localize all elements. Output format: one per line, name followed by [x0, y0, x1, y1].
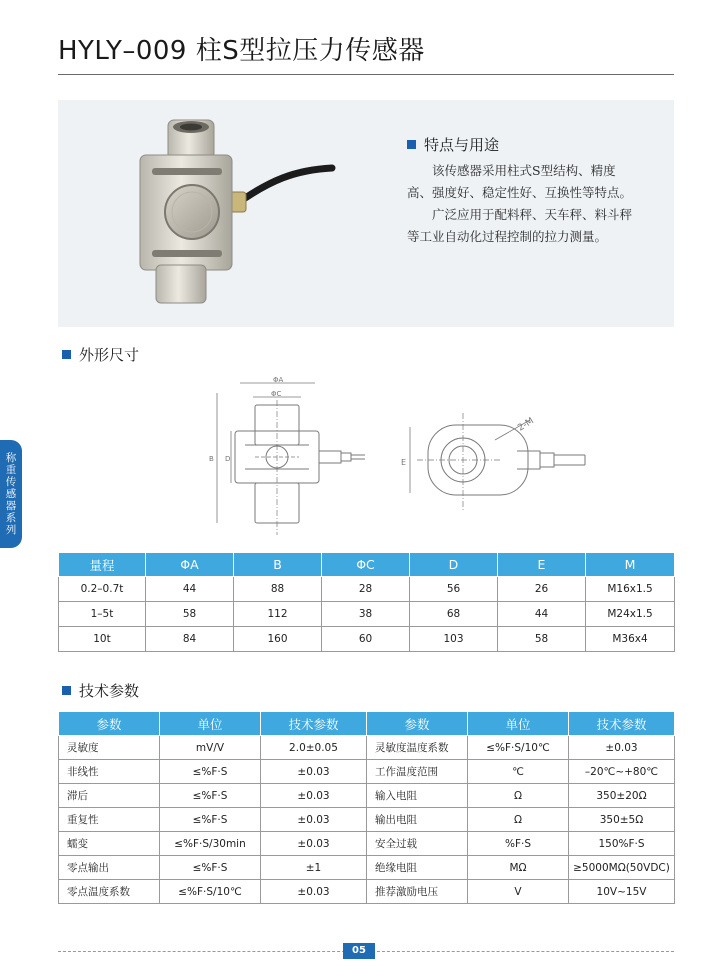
label-phi-a: ΦA	[273, 376, 284, 384]
column-header: E	[498, 553, 586, 577]
dimension-drawing	[195, 375, 615, 540]
sensor-photo	[70, 110, 340, 315]
param-unit: ℃	[468, 760, 569, 784]
param-unit: ≤%F·S/10℃	[468, 736, 569, 760]
param-unit: V	[468, 880, 569, 904]
param-value: ≥5000MΩ(50VDC)	[569, 856, 675, 880]
table-cell: M16x1.5	[586, 577, 675, 602]
column-header: 技术参数	[261, 712, 367, 736]
param-name: 零点输出	[59, 856, 160, 880]
param-value: ±0.03	[569, 736, 675, 760]
side-category-tab	[0, 440, 22, 548]
param-value: 350±5Ω	[569, 808, 675, 832]
table-cell: 160	[234, 627, 322, 652]
param-name: 输出电阻	[367, 808, 468, 832]
param-unit: ≤%F·S	[160, 784, 261, 808]
table-header-row	[59, 553, 675, 577]
param-name: 推荐激励电压	[367, 880, 468, 904]
column-header: D	[410, 553, 498, 577]
table-row	[59, 627, 675, 652]
param-value: ±0.03	[261, 832, 367, 856]
tech-params-table	[58, 711, 675, 904]
table-cell: M24x1.5	[586, 602, 675, 627]
param-name: 重复性	[59, 808, 160, 832]
param-unit: Ω	[468, 808, 569, 832]
table-cell: 0.2–0.7t	[59, 577, 146, 602]
table-row	[59, 760, 675, 784]
page-title: HYLY–009 柱S型拉压力传感器	[58, 36, 425, 66]
table-row	[59, 880, 675, 904]
param-name: 非线性	[59, 760, 160, 784]
param-value: ±1	[261, 856, 367, 880]
title-divider	[58, 74, 674, 75]
label-d: D	[225, 455, 231, 463]
table-cell: 10t	[59, 627, 146, 652]
column-header: 量程	[59, 553, 146, 577]
table-row	[59, 832, 675, 856]
column-header: 单位	[160, 712, 261, 736]
bullet-square-icon	[62, 686, 71, 695]
param-unit: ≤%F·S	[160, 760, 261, 784]
table-cell: 58	[146, 602, 234, 627]
table-cell: 58	[498, 627, 586, 652]
param-unit: mV/V	[160, 736, 261, 760]
param-name: 输入电阻	[367, 784, 468, 808]
table-header-row	[59, 712, 675, 736]
features-paragraph-2: 广泛应用于配料秤、天车秤、料斗秤等工业自动化过程控制的拉力测量。	[407, 207, 633, 244]
param-unit: ≤%F·S/10℃	[160, 880, 261, 904]
dimension-table	[58, 552, 675, 652]
table-row	[59, 856, 675, 880]
param-unit: ≤%F·S	[160, 856, 261, 880]
param-name: 滞后	[59, 784, 160, 808]
param-name: 绝缘电阻	[367, 856, 468, 880]
param-value: –20℃~+80℃	[569, 760, 675, 784]
param-value: ±0.03	[261, 808, 367, 832]
features-paragraph-1: 该传感器采用柱式S型结构、精度高、强度好、稳定性好、互换性等特点。	[407, 163, 633, 200]
column-header: 参数	[59, 712, 160, 736]
table-cell: 103	[410, 627, 498, 652]
table-cell: 44	[146, 577, 234, 602]
param-name: 蠕变	[59, 832, 160, 856]
column-header: M	[586, 553, 675, 577]
table-cell: 84	[146, 627, 234, 652]
bullet-square-icon	[407, 140, 416, 149]
param-value: ±0.03	[261, 760, 367, 784]
table-row	[59, 736, 675, 760]
param-unit: MΩ	[468, 856, 569, 880]
table-cell: M36x4	[586, 627, 675, 652]
table-cell: 68	[410, 602, 498, 627]
table-cell: 44	[498, 602, 586, 627]
param-name: 灵敏度	[59, 736, 160, 760]
column-header: ΦA	[146, 553, 234, 577]
param-value: 150%F·S	[569, 832, 675, 856]
param-name: 安全过载	[367, 832, 468, 856]
table-cell: 1–5t	[59, 602, 146, 627]
param-unit: ≤%F·S	[160, 808, 261, 832]
table-row	[59, 577, 675, 602]
param-value: ±0.03	[261, 880, 367, 904]
table-row	[59, 602, 675, 627]
column-header: 参数	[367, 712, 468, 736]
table-cell: 56	[410, 577, 498, 602]
table-cell: 38	[322, 602, 410, 627]
column-header: B	[234, 553, 322, 577]
column-header: ΦC	[322, 553, 410, 577]
page-number: 05	[343, 943, 375, 959]
param-name: 工作温度范围	[367, 760, 468, 784]
table-cell: 26	[498, 577, 586, 602]
column-header: 技术参数	[569, 712, 675, 736]
column-header: 单位	[468, 712, 569, 736]
param-value: ±0.03	[261, 784, 367, 808]
features-description	[407, 160, 637, 248]
label-b: B	[209, 455, 214, 463]
side-tab-label: 称重传感器系列	[5, 452, 17, 536]
table-cell: 60	[322, 627, 410, 652]
param-value: 2.0±0.05	[261, 736, 367, 760]
table-row	[59, 784, 675, 808]
label-thread: 2-M	[516, 416, 536, 434]
param-unit: ≤%F·S/30min	[160, 832, 261, 856]
param-unit: Ω	[468, 784, 569, 808]
param-unit: %F·S	[468, 832, 569, 856]
features-heading: 特点与用途	[407, 134, 499, 155]
bullet-square-icon	[62, 350, 71, 359]
param-value: 10V~15V	[569, 880, 675, 904]
label-e: E	[401, 458, 407, 467]
table-cell: 88	[234, 577, 322, 602]
param-name: 零点温度系数	[59, 880, 160, 904]
label-phi-c: ΦC	[271, 390, 282, 398]
table-cell: 28	[322, 577, 410, 602]
tech-heading: 技术参数	[62, 680, 139, 701]
dimensions-heading: 外形尺寸	[62, 344, 139, 365]
param-value: 350±20Ω	[569, 784, 675, 808]
table-row	[59, 808, 675, 832]
param-name: 灵敏度温度系数	[367, 736, 468, 760]
table-cell: 112	[234, 602, 322, 627]
